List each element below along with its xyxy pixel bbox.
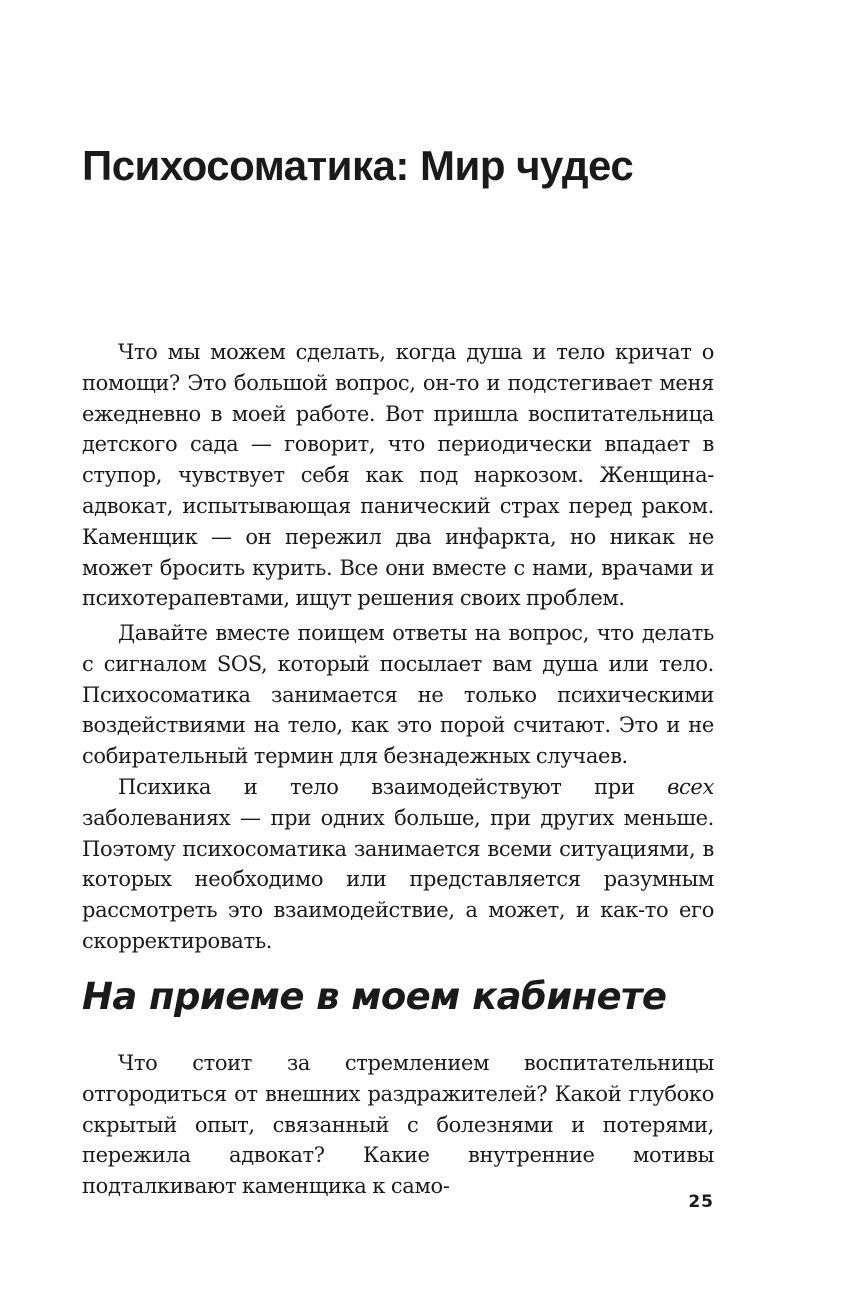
chapter-title: Психосоматика: Мир чудес <box>82 142 634 189</box>
paragraph-3-start: Психика и тело взаимодействуют при <box>118 775 668 799</box>
page-number: 25 <box>688 1192 714 1212</box>
section-title: На приеме в моем кабинете <box>82 975 667 1018</box>
paragraph-1: Что мы можем сделать, когда душа и тело кричат о помощи? Это большой вопрос, он-то и подстегивает меня ежедневно в моей работе. Вот пришла воспитательница детского сада — говорит, что периодически впадает в ступор, чувствует себя как под наркозом. Женщина-адвокат, испытывающая панический страх перед раком. Каменщик — он пережил два инфаркта, но никак не может бросить курить. Все они вместе с нами, врачами и психотерапевтами, ищут решения своих проблем. <box>82 340 714 611</box>
book-page <box>82 0 714 1311</box>
paragraph-2: Давайте вместе поищем ответы на вопрос, что делать с сигналом SOS, который посылает вам душа или тело. Психосоматика занимается не только психическими воздействиями на тело, как это порой считают. Это и не собирательный термин для безнадежных случаев. <box>82 621 714 769</box>
paragraph-4: Что стоит за стремлением воспитательницы отгородиться от внешних раздражителей? Какой глубоко скрытый опыт, связанный с болезнями и потерями, пережила адвокат? Какие внутренние мотивы подталкивают каменщика к само- <box>82 1051 714 1199</box>
paragraph-3 <box>82 772 714 957</box>
emphasis-word: всех <box>667 775 714 799</box>
paragraph-3-end: заболеваниях — при одних больше, при других меньше. Поэтому психосоматика занимается всеми ситуациями, в которых необходимо или представляется разумным рассмотреть это взаимодействие, а может, и как-то его скорректировать. <box>82 805 714 953</box>
